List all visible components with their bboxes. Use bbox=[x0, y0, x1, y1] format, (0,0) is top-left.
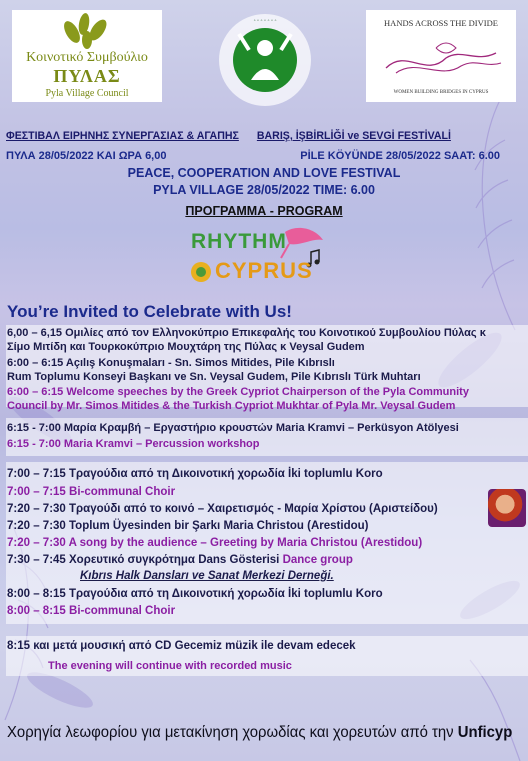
dance-line bbox=[7, 554, 353, 566]
speech-gr-line1: 6,00 – 6,15 Ομιλίες από τον Ελληνοκύπριο Επικεφαλής του Κοινοτικού Συμβουλίου Πύλας κ bbox=[7, 327, 486, 339]
workshop-gr-tr: 6:15 - 7:00 Μαρία Κραμβή – Εργαστήριο κρουστών Maria Kramvi – Perküsyon Atölyesi bbox=[7, 422, 459, 434]
hands-drawing-icon bbox=[366, 28, 516, 88]
closing-en: The evening will continue with recorded music bbox=[48, 660, 292, 672]
festival-title-en: PEACE, COOPERATION AND LOVE FESTIVAL bbox=[127, 166, 401, 180]
speech-tr-line2: Rum Toplumu Konseyi Başkanı ve Sn. Veysal Gudem, Pile Kıbrıslı Türk Muhtarı bbox=[7, 371, 421, 383]
date-line-bilingual bbox=[6, 150, 522, 162]
partner-subtitle: WOMEN BUILDING BRIDGES IN CYPRUS bbox=[393, 90, 489, 95]
speech-en-line2: Council by Mr. Simos Mitides & the Turkish Cypriot Mukhtar of Pyla Mr. Veysal Gudem bbox=[7, 400, 456, 412]
choir2-en: 8:00 – 8:15 Bi-communal Choir bbox=[7, 605, 176, 617]
sponsor-footer bbox=[7, 724, 512, 742]
rhythm-word: RHYTHM bbox=[191, 230, 287, 253]
sponsor-name: Unficyp bbox=[457, 724, 513, 741]
workshop-en: 6:15 - 7:00 Maria Kramvi – Percussion workshop bbox=[7, 438, 260, 450]
hands-across-divide-logo bbox=[366, 10, 516, 102]
speech-tr-line1: 6:00 – 6:15 Açılış Konuşmaları - Sn. Simos Mitides, Pile Kıbrıslı bbox=[7, 357, 335, 369]
speech-en-line1: 6:00 – 6:15 Welcome speeches by the Greek Cypriot Chairperson of the Pyla Community bbox=[7, 386, 469, 398]
dance-gr-tr: 7:30 – 7:45 Χορευτικό συγκρότημα Dans Gösterisi bbox=[7, 554, 280, 566]
dance-en: Dance group bbox=[282, 554, 353, 566]
program-heading: ΠΡΟΓΡΑΜΜΑ - PROGRAM bbox=[185, 204, 343, 218]
date-gr: ΠΥΛΑ 28/05/2022 ΚΑΙ ΩΡΑ 6,00 bbox=[6, 150, 167, 162]
women-emblem-logo bbox=[191, 10, 339, 102]
date-tr: PİLE KÖYÜNDE 28/05/2022 SAAT: 6.00 bbox=[300, 150, 500, 162]
council-name-en: Pyla Village Council bbox=[45, 88, 129, 99]
sponsor-text: Χορηγία λεωφορίου για μετακίνηση χορωδίας και χορευτών από την bbox=[7, 724, 458, 741]
council-village: ΠΥΛΑΣ bbox=[53, 66, 121, 86]
council-logo bbox=[12, 10, 162, 102]
choir-gr-tr: 7:00 – 7:15 Τραγούδια από τη Δικοινοτική χορωδία İki toplumlu Koro bbox=[7, 468, 383, 480]
partner-title: HANDS ACROSS THE DIVIDE bbox=[384, 18, 498, 28]
svg-text:◦ ◦ ◦ ◦ ◦ ◦ ◦: ◦ ◦ ◦ ◦ ◦ ◦ ◦ bbox=[253, 18, 277, 24]
song-en: 7:20 – 7:30 A song by the audience – Greeting by Maria Christou (Arestidou) bbox=[7, 537, 423, 549]
choir2-gr-tr: 8:00 – 8:15 Τραγούδια από τη Δικοινοτική χορωδία İki toplumlu Koro bbox=[7, 588, 383, 600]
festival-title-gr: ΦΕΣΤΙΒΑΛ ΕΙΡΗΝΗΣ ΣΥΝΕΡΓΑΣΙΑΣ & ΑΓΑΠΗΣ bbox=[6, 130, 239, 142]
cyprus-word: CYPRUS bbox=[215, 258, 313, 283]
choir-en: 7:00 – 7:15 Bi-communal Choir bbox=[7, 486, 176, 498]
song-gr: 7:20 – 7:30 Τραγούδι από το κοινό – Χαιρετισμός - Μαρία Χρίστου (Αριστείδου) bbox=[7, 503, 438, 515]
speech-gr-line2: Σίμο Μιτίδη και Τουρκοκύπριο Μουχτάρη της Πύλας κ Veysal Gudem bbox=[7, 341, 365, 353]
festival-title-tr: BARIŞ, İŞBİRLİĞİ ve SEVGİ FESTİVALİ bbox=[256, 130, 451, 142]
closing-gr-tr: 8:15 και μετά μουσική από CD Gecemiz müzik ile devam edecek bbox=[7, 640, 356, 652]
rhythm-cyprus-logo bbox=[185, 224, 330, 294]
dance-association: Kıbrıs Halk Dansları ve Sanat Merkezi Derneği. bbox=[80, 570, 334, 582]
invite-heading: You’re Invited to Celebrate with Us! bbox=[7, 302, 292, 321]
song-tr: 7:20 – 7:30 Toplum Üyesinden bir Şarkı Maria Christou (Arestidou) bbox=[7, 520, 369, 532]
festival-title-bilingual bbox=[6, 130, 522, 142]
singer-photo bbox=[488, 489, 526, 527]
council-name-gr: Κοινοτικό Συμβούλιο bbox=[26, 50, 148, 65]
date-en: PYLA VILLAGE 28/05/2022 TIME: 6.00 bbox=[153, 183, 375, 197]
